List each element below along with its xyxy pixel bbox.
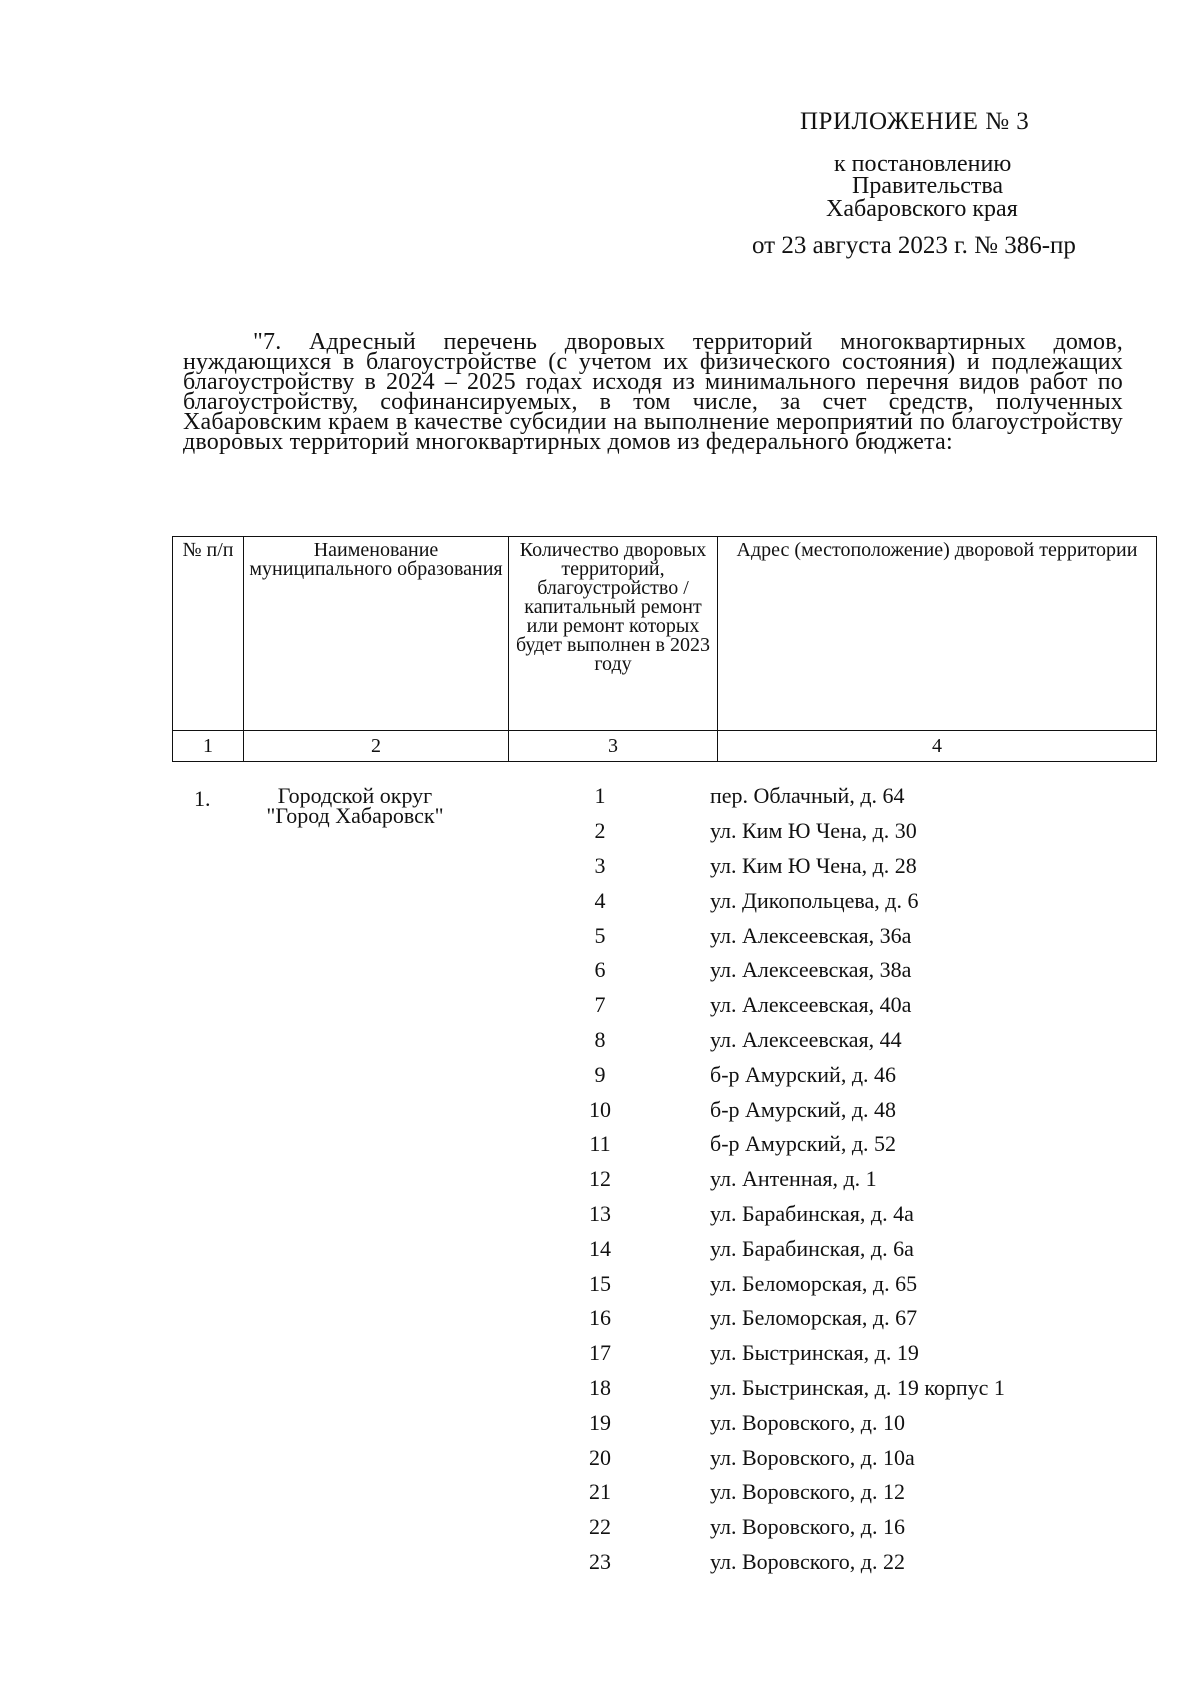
address-index: 17 xyxy=(589,1340,611,1366)
address-index: 4 xyxy=(594,887,606,913)
list-item xyxy=(560,953,1120,988)
address-index: 19 xyxy=(589,1409,611,1435)
address-index: 8 xyxy=(594,1026,606,1052)
list-item xyxy=(560,1023,1120,1058)
address-index: 11 xyxy=(589,1131,611,1157)
header-cell-address: Адрес (местоположение) дворовой территории xyxy=(718,537,1157,731)
address-text: ул. Беломорская, д. 65 xyxy=(710,1270,918,1296)
address-index: 5 xyxy=(594,922,606,948)
list-item xyxy=(560,1545,1120,1580)
list-item xyxy=(560,1162,1120,1197)
list-item xyxy=(560,1266,1120,1301)
list-item xyxy=(560,883,1120,918)
address-index: 12 xyxy=(589,1166,611,1192)
list-item xyxy=(560,1057,1120,1092)
address-index: 18 xyxy=(589,1374,611,1400)
address-index: 15 xyxy=(589,1270,611,1296)
address-text: пер. Облачный, д. 64 xyxy=(710,783,905,809)
list-item xyxy=(560,1440,1120,1475)
address-index: 14 xyxy=(589,1235,611,1261)
column-number-3: 3 xyxy=(509,731,718,762)
address-list xyxy=(560,779,1120,1579)
list-item xyxy=(560,814,1120,849)
address-text: б-р Амурский, д. 48 xyxy=(710,1096,897,1122)
address-index: 16 xyxy=(589,1305,611,1331)
list-item xyxy=(560,1301,1120,1336)
header-cell-number: № п/п xyxy=(173,537,244,731)
header-cell-count: Количество дворовых территорий, благоустройство / капитальный ремонт или ремонт которых будет выполнен в 2023 году xyxy=(509,537,718,731)
address-text: ул. Алексеевская, 36а xyxy=(710,922,912,948)
header-line-1: к постановлению xyxy=(834,151,1012,177)
address-text: б-р Амурский, д. 52 xyxy=(710,1131,897,1157)
column-number-4: 4 xyxy=(718,731,1157,762)
address-text: ул. Беломорская, д. 67 xyxy=(710,1305,918,1331)
address-index: 22 xyxy=(589,1514,611,1540)
address-index: 20 xyxy=(589,1444,611,1470)
list-item xyxy=(560,1092,1120,1127)
address-index: 10 xyxy=(589,1096,611,1122)
address-index: 21 xyxy=(589,1479,611,1505)
decree-date-line: от 23 августа 2023 г. № 386-пр xyxy=(752,232,1076,259)
entry-number: 1. xyxy=(194,786,211,811)
header-line-2: Правительства xyxy=(852,173,1004,199)
municipality-name: Городской округ "Город Хабаровск" xyxy=(266,783,444,828)
address-index: 6 xyxy=(594,957,606,983)
list-item xyxy=(560,779,1120,814)
list-item xyxy=(560,1405,1120,1440)
address-text: ул. Воровского, д. 10 xyxy=(710,1409,905,1435)
header-line-3: Хабаровского края xyxy=(826,196,1018,222)
list-item xyxy=(560,1371,1120,1406)
address-index: 13 xyxy=(589,1200,611,1226)
address-text: ул. Быстринская, д. 19 xyxy=(710,1340,919,1366)
appendix-title: ПРИЛОЖЕНИЕ № 3 xyxy=(800,108,1030,135)
list-item xyxy=(560,849,1120,884)
list-item xyxy=(560,1127,1120,1162)
list-item xyxy=(560,1336,1120,1371)
address-text: ул. Барабинская, д. 4а xyxy=(710,1200,914,1226)
address-table-header xyxy=(172,536,1157,762)
address-text: ул. Алексеевская, 40а xyxy=(710,992,912,1018)
list-item xyxy=(560,1510,1120,1545)
address-text: ул. Дикопольцева, д. 6 xyxy=(710,887,919,913)
list-item xyxy=(560,918,1120,953)
table-header-row xyxy=(173,537,1157,731)
address-text: ул. Алексеевская, 38а xyxy=(710,957,912,983)
address-index: 7 xyxy=(594,992,606,1018)
address-text: ул. Ким Ю Чена, д. 28 xyxy=(710,852,917,878)
address-index: 3 xyxy=(594,852,606,878)
address-text: ул. Антенная, д. 1 xyxy=(710,1166,877,1192)
address-text: ул. Ким Ю Чена, д. 30 xyxy=(710,818,917,844)
address-index: 1 xyxy=(594,783,606,809)
address-text: ул. Воровского, д. 22 xyxy=(710,1548,905,1574)
list-item xyxy=(560,1475,1120,1510)
address-text: б-р Амурский, д. 46 xyxy=(710,1061,897,1087)
list-item xyxy=(560,1231,1120,1266)
address-text: ул. Быстринская, д. 19 корпус 1 xyxy=(710,1374,1005,1400)
address-text: ул. Алексеевская, 44 xyxy=(710,1026,902,1052)
column-number-row xyxy=(173,731,1157,762)
address-index: 9 xyxy=(594,1061,606,1087)
list-item xyxy=(560,988,1120,1023)
address-text: ул. Воровского, д. 16 xyxy=(710,1514,905,1540)
address-text: ул. Воровского, д. 12 xyxy=(710,1479,905,1505)
column-number-2: 2 xyxy=(244,731,509,762)
address-index: 2 xyxy=(594,818,606,844)
column-number-1: 1 xyxy=(173,731,244,762)
address-index: 23 xyxy=(589,1548,611,1574)
list-item xyxy=(560,1197,1120,1232)
intro-paragraph: "7. Адресный перечень дворовых территорий многоквартирных домов, нуждающихся в благоустройстве (с учетом их физического состояния) и подлежащих благоустройству в 2024 – 2025 годах исходя из минимального перечня видов работ по благоустройству, софинансируемых, в том числе, за счет средств, полученных Хабаровским краем в качестве субсидии на выполнение мероприятий по благоустройству дворовых территорий многоквартирных домов из федерального бюджета: xyxy=(183,329,1123,455)
address-text: ул. Барабинская, д. 6а xyxy=(710,1235,914,1261)
address-text: ул. Воровского, д. 10а xyxy=(710,1444,915,1470)
header-cell-municipality: Наименование муниципального образования xyxy=(244,537,509,731)
